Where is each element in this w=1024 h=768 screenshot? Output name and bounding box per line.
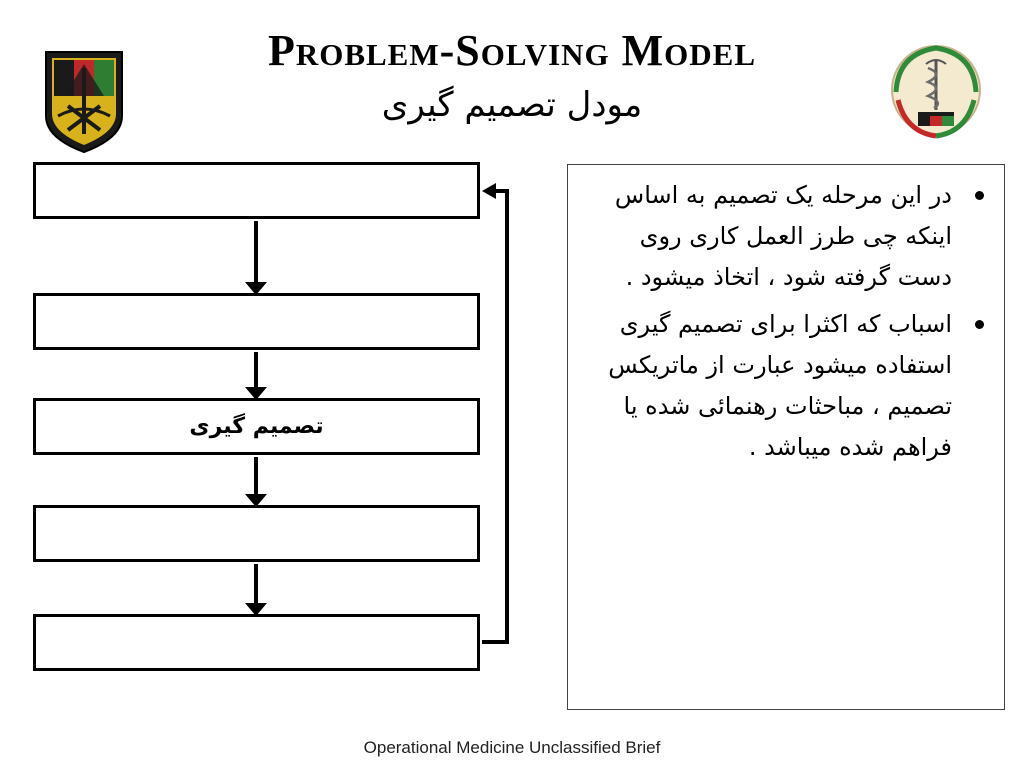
down-arrow-head [245, 282, 267, 295]
footer-text: Operational Medicine Unclassified Brief [363, 738, 661, 757]
description-panel [567, 164, 1005, 710]
down-arrow-head [245, 387, 267, 400]
down-arrow-head [245, 603, 267, 616]
feedback-loop-arrow [482, 191, 507, 642]
bullet-text: در این مرحله یک تصمیم به اساس اینکه چی طرز العمل کاری روی دست گرفته شود ، اتخاذ میشود . [614, 181, 952, 291]
down-arrow-head [245, 494, 267, 507]
page-subtitle: مودل تصمیم گیری [381, 85, 643, 125]
bullet-text: اسباب که اکثرا برای تصمیم گیری استفاده میشود عبارت از ماتریکس تصمیم ، مباحثات رهنمائی شده یا فراهم شده میباشد . [608, 310, 952, 461]
list-item [584, 175, 990, 298]
flow-step-decision: تصمیم گیری [33, 398, 480, 455]
list-item [584, 304, 990, 468]
bullet-list [584, 175, 990, 468]
bullet-icon [975, 191, 984, 200]
bullet-icon [975, 320, 984, 329]
page-title: Problem-Solving Model [267, 26, 757, 75]
feedback-arrow-head [482, 183, 496, 199]
